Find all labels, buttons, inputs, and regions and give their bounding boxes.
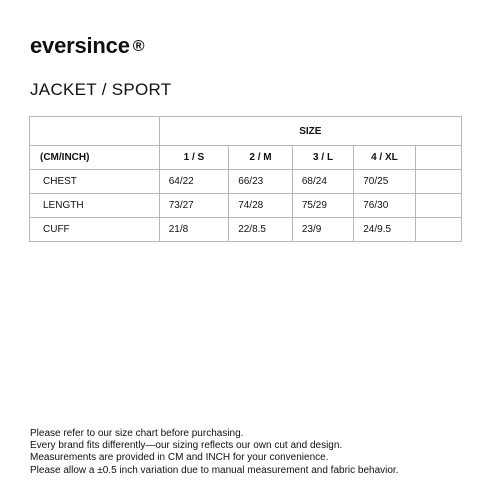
unit-label: (CM/INCH) xyxy=(30,146,160,170)
registered-mark-icon: ® xyxy=(132,38,145,55)
size-header: SIZE xyxy=(159,117,461,146)
brand-logo xyxy=(30,33,144,60)
table-cell: 22/8.5 xyxy=(238,224,266,235)
empty-cell xyxy=(415,146,461,170)
empty-corner-cell xyxy=(30,117,160,146)
table-cell: 23/9 xyxy=(301,224,322,235)
table-cell: 75/29 xyxy=(301,200,327,211)
table-cell: 24/9.5 xyxy=(363,224,392,235)
size-label-xl: 4 / XL xyxy=(354,146,415,170)
size-label-row xyxy=(30,146,462,170)
note-line: Every brand fits differently—our sizing reflects our own cut and design. xyxy=(30,440,343,452)
empty-cell xyxy=(415,194,461,218)
row-label-chest: CHEST xyxy=(30,170,160,194)
table-row xyxy=(30,218,462,242)
table-cell: 21/8 xyxy=(168,224,189,235)
sizing-notes xyxy=(30,428,398,477)
table-cell: 64/22 xyxy=(168,176,194,187)
size-label-l: 3 / L xyxy=(292,146,353,170)
row-label-length: LENGTH xyxy=(30,194,160,218)
table-cell: 68/24 xyxy=(301,176,327,187)
table-cell: 73/27 xyxy=(168,200,194,211)
size-header-row xyxy=(30,117,462,146)
table-cell: 66/23 xyxy=(238,176,264,187)
note-line: Please refer to our size chart before purchasing. xyxy=(30,428,244,439)
row-label-cuff: CUFF xyxy=(30,218,160,242)
table-cell: 76/30 xyxy=(363,200,389,211)
size-label-s: 1 / S xyxy=(159,146,228,170)
table-cell: 74/28 xyxy=(238,200,264,211)
table-cell: 70/25 xyxy=(363,176,389,187)
table-row xyxy=(30,194,462,218)
note-line: Measurements are provided in CM and INCH for your convenience. xyxy=(30,452,329,464)
size-chart-table xyxy=(29,116,462,242)
size-label-m: 2 / M xyxy=(229,146,293,170)
empty-cell xyxy=(415,170,461,194)
table-row xyxy=(30,170,462,194)
product-title: JACKET / SPORT xyxy=(30,80,172,99)
note-line: Please allow a ±0.5 inch variation due to manual measurement and fabric behavior. xyxy=(30,464,399,476)
brand-name: eversince xyxy=(30,33,130,58)
empty-cell xyxy=(415,218,461,242)
